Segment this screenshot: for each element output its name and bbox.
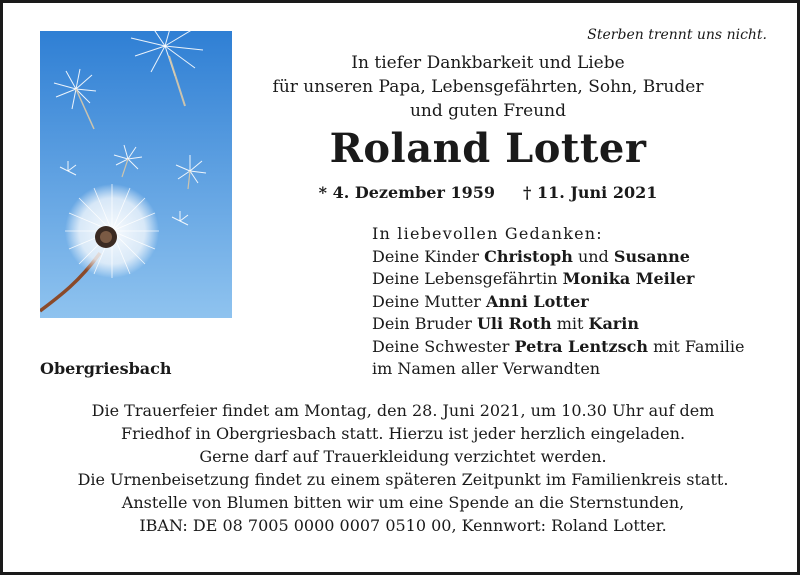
place-name: Obergriesbach — [40, 359, 172, 378]
mourner-relation: Deine Mutter — [372, 291, 487, 311]
note-line: IBAN: DE 08 7005 0000 0007 0510 00, Kennwort: Roland Lotter. — [139, 516, 667, 535]
intro-line: für unseren Papa, Lebensgefährten, Sohn, Bruder — [272, 77, 704, 97]
mourner-name: Christoph — [484, 246, 573, 266]
note-line: Die Trauerfeier findet am Montag, den 28. Juni 2021, um 10.30 Uhr auf dem — [91, 401, 715, 420]
mourner-line — [372, 313, 744, 336]
mourner-relation: im Namen aller Verwandten — [372, 359, 601, 378]
note-line: Gerne darf auf Trauerkleidung verzichtet werden. — [199, 447, 607, 466]
motto: Sterben trennt uns nicht. — [587, 27, 767, 43]
dandelion-photo — [40, 31, 232, 318]
mourner-relation: Deine Kinder — [372, 246, 485, 266]
mourner-line — [372, 291, 744, 314]
mourner-name: Susanne — [613, 246, 690, 266]
mourner-relation: Dein Bruder — [372, 314, 477, 333]
death-date: † 11. Juni 2021 — [523, 183, 658, 202]
deceased-name: Roland Lotter — [329, 125, 647, 172]
intro-line: und guten Freund — [409, 101, 567, 121]
mourner-name: Petra Lentzsch — [514, 336, 648, 356]
intro-text — [258, 51, 718, 123]
mourner-relation: Deine Lebensgefährtin — [372, 269, 563, 288]
note-line: Friedhof in Obergriesbach statt. Hierzu ist jeder herzlich eingeladen. — [120, 424, 686, 443]
mourner-relation: Deine Schwester — [372, 336, 515, 356]
note-line: Anstelle von Blumen bitten wir um eine Spende an die Sternstunden, — [121, 493, 685, 512]
mourner-name: Anni Lotter — [486, 291, 589, 311]
mourner-connector: mit Familie — [647, 336, 745, 356]
mourner-connector: und — [572, 246, 614, 266]
mourner-name: Uli Roth — [476, 314, 552, 333]
mourner-line — [372, 246, 744, 269]
mourner-name: Karin — [588, 314, 639, 333]
mourner-connector: mit — [551, 314, 589, 333]
mourners-heading: In liebevollen Gedanken: — [372, 224, 603, 243]
note-line: Die Urnenbeisetzung findet zu einem späteren Zeitpunkt im Familienkreis statt. — [77, 470, 729, 489]
mourners-list — [372, 223, 744, 381]
mourner-name: Monika Meiler — [562, 269, 695, 288]
life-dates — [258, 183, 718, 202]
mourner-line — [372, 336, 744, 359]
intro-line: In tiefer Dankbarkeit und Liebe — [351, 53, 625, 73]
service-notes — [33, 399, 773, 537]
birth-date: * 4. Dezember 1959 — [318, 183, 495, 202]
mourner-line — [372, 268, 744, 291]
mourner-line — [372, 358, 744, 381]
